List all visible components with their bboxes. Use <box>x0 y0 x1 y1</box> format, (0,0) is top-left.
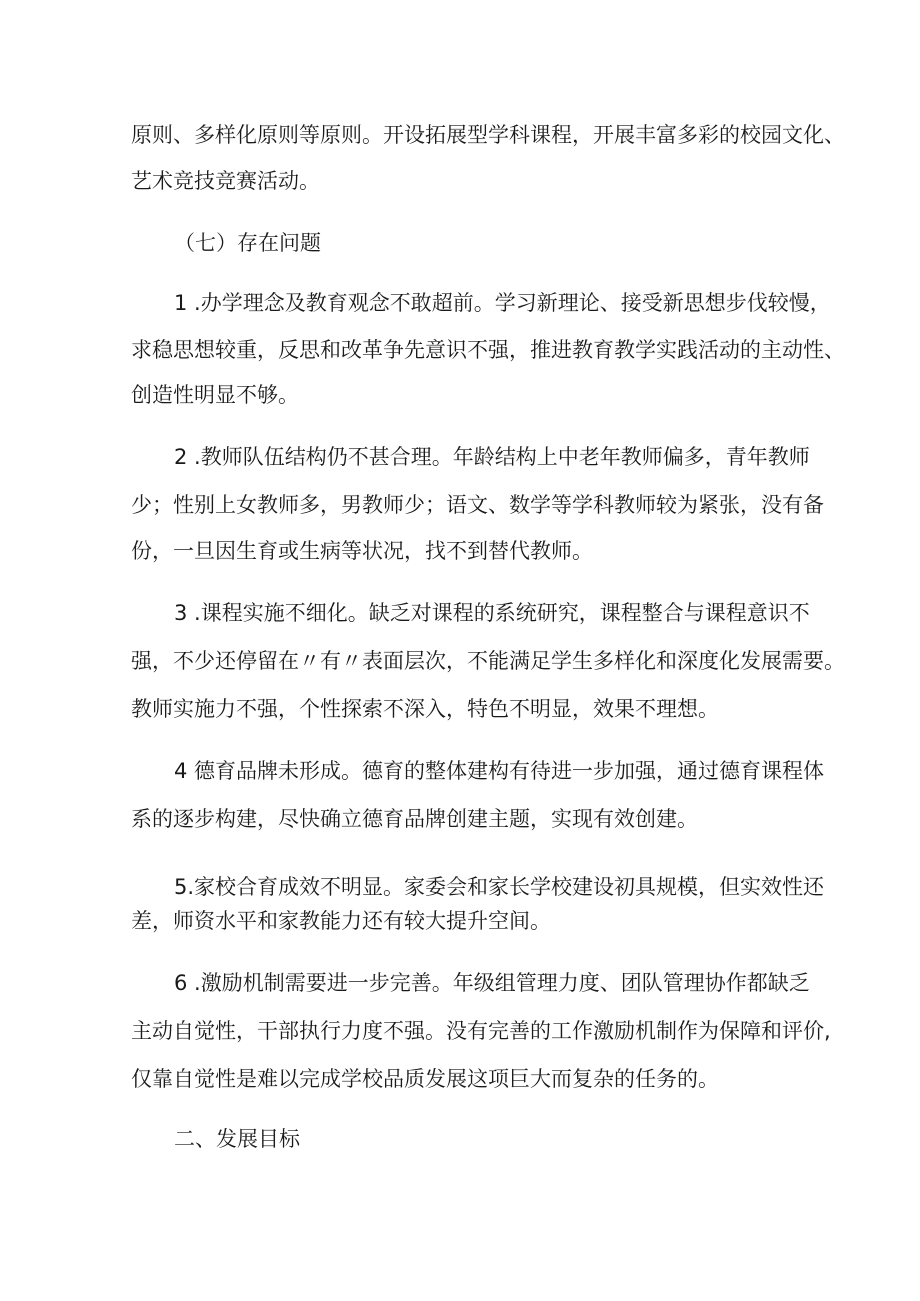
paragraph-0-line-2: 艺术竞技竞赛活动。 <box>131 169 320 193</box>
paragraph-3-line-2: 强，不少还停留在〃有〃表面层次，不能满足学生多样化和深度化发展需要。 <box>131 649 845 673</box>
paragraph-1-line-2: 求稳思想较重，反思和改革争先意识不强，推进教育教学实践活动的主动性、 <box>131 338 845 362</box>
paragraph-2-line-2: 少；性别上女教师多，男教师少；语文、数学等学科教师较为紧张，没有备 <box>131 493 824 517</box>
paragraph-4-line-1: 4 德育品牌未形成。德育的整体建构有待进一步加强，通过德育课程体 <box>174 759 825 783</box>
paragraph-5-line-1: 5.家校合育成效不明显。家委会和家长学校建设初具规模，但实效性还 <box>174 875 825 899</box>
paragraph-1-line-1: 1 .办学理念及教育观念不敢超前。学习新理论、接受新思想步伐较慢， <box>174 291 831 315</box>
paragraph-2-line-3: 份，一旦因生育或生病等状况，找不到替代教师。 <box>131 539 593 563</box>
paragraph-6-line-2: 主动自觉性，干部执行力度不强。没有完善的工作激励机制作为保障和评价, <box>131 1019 831 1043</box>
paragraph-2-line-1: 2 .教师队伍结构仍不甚合理。年龄结构上中老年教师偏多，青年教师 <box>174 445 810 469</box>
paragraph-5-line-2: 差，师资水平和家教能力还有较大提升空间。 <box>131 909 551 933</box>
paragraph-3-line-3: 教师实施力不强，个性探索不深入，特色不明显，效果不理想。 <box>131 697 719 721</box>
paragraph-3-line-1: 3 .课程实施不细化。缺乏对课程的系统研究，课程整合与课程意识不 <box>174 601 810 625</box>
paragraph-1-line-3: 创造性明显不够。 <box>131 383 299 407</box>
section-heading-7: （七）存在问题 <box>174 231 321 255</box>
paragraph-4-line-2: 系的逐步构建，尽快确立德育品牌创建主题，实现有效创建。 <box>131 807 698 831</box>
section-heading-2: 二、发展目标 <box>174 1127 300 1151</box>
paragraph-6-line-3: 仅靠自觉性是难以完成学校品质发展这项巨大而复杂的任务的。 <box>131 1067 719 1091</box>
paragraph-0-line-1: 原则、多样化原则等原则。开设拓展型学科课程，开展丰富多彩的校园文化、 <box>131 123 845 147</box>
paragraph-6-line-1: 6 .激励机制需要进一步完善。年级组管理力度、团队管理协作都缺乏 <box>174 971 810 995</box>
